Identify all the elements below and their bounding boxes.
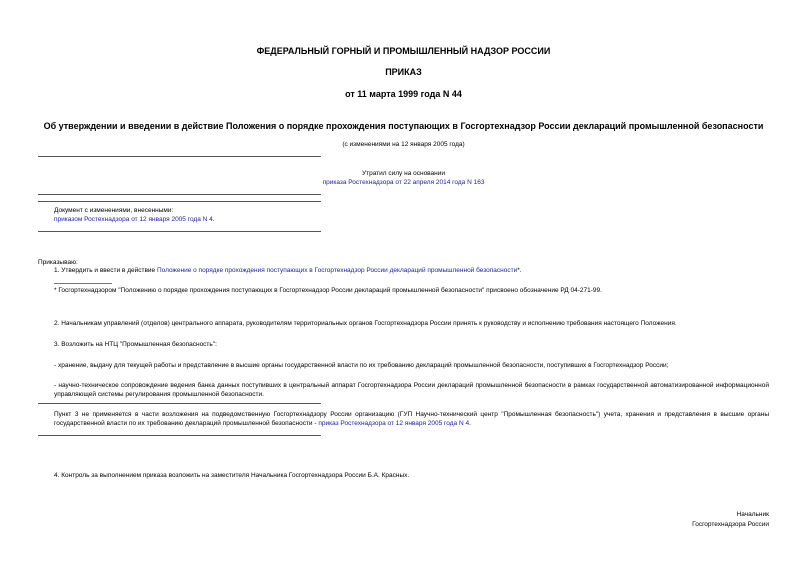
regulation-link[interactable]: Положение о порядке прохождения поступающих в Госгортехнадзор России деклараций промышленной безопасности: [156, 267, 518, 274]
note-order-link[interactable]: приказ Ростехнадзора от 12 января 2005 года N 4: [318, 420, 470, 427]
paragraph-1-text: 1. Утвердить и ввести в действие: [54, 267, 157, 274]
paragraph-3a: - хранение, выдачу для текущей работы и представление в высшие органы государственной власти по их требованию деклараций промышленной безопасности, поступивших в Госгортехнадзор России;: [54, 362, 669, 369]
divider: [38, 435, 321, 436]
footnote-divider: [54, 283, 112, 284]
paragraph-4: 4. Контроль за выполнением приказа возложить на заместителя Начальника Госгортехнадзора России Б.А. Красных.: [54, 472, 410, 479]
paragraph-1: [54, 266, 769, 275]
doc-type-heading: ПРИКАЗ: [385, 67, 422, 77]
paragraph-3: 3. Возложить на НТЦ "Промышленная безопасность":: [54, 341, 217, 348]
divider: [38, 194, 321, 195]
amendments-text: Документ с изменениями, внесенными:: [54, 207, 174, 214]
paragraph-3-note: [54, 410, 769, 428]
paragraph-3-note-text: Пункт 3 не применяется в части возложения на подведомственную Госгортехнадзору России организацию (ГУП Научно-технический центр "Промышленная безопасность") учета, хранения и представления в высшие органы государственной власти по их требованию деклараций промышленной безопасности -: [54, 411, 769, 427]
intro-text: Приказываю:: [38, 259, 78, 266]
status-text: Утратил силу на основании: [361, 170, 446, 177]
paragraph-3b: - научно-техническое сопровождение ведения банка данных поступивших в центральный аппарат Госгортехнадзора России деклараций промышленной безопасности в рамках государственной автоматизированной информационной управляющей системы регулирования промышленной безопасности.: [54, 382, 769, 398]
divider: [38, 201, 321, 202]
date-number-heading: от 11 марта 1999 года N 44: [345, 89, 462, 99]
paragraph-2: 2. Начальникам управлений (отделов) центрального аппарата, руководителям территориальных органов Госгортехнадзора России принять к руководству и исполнению требования настоящего Положения.: [54, 320, 677, 327]
document-title: Об утверждении и введении в действие Положения о порядке прохождения поступающих в Госгортехнадзор России деклараций промышленной безопасности: [43, 121, 764, 131]
agency-heading: ФЕДЕРАЛЬНЫЙ ГОРНЫЙ И ПРОМЫШЛЕННЫЙ НАДЗОР РОССИИ: [256, 46, 551, 56]
divider: [38, 156, 321, 157]
divider: [38, 403, 321, 404]
paragraph-1-end: *.: [517, 267, 522, 274]
paragraph-3-note-end: .: [469, 420, 471, 427]
changes-note: (с изменениями на 12 января 2005 года): [342, 141, 465, 148]
signature-title: Начальник: [736, 511, 769, 518]
amendment-order-link[interactable]: приказом Ростехнадзора от 12 января 2005 года N 4.: [54, 216, 215, 223]
footnote: * Госгортехнадзором "Положению о порядке прохождения поступающих в Госгортехнадзор России деклараций промышленной безопасности" присвоено обозначение РД 04-271-99.: [54, 287, 602, 294]
divider: [38, 231, 321, 232]
signature-organization: Госгортехнадзора России: [692, 521, 769, 528]
repeal-order-link[interactable]: приказа Ростехнадзора от 22 апреля 2014 года N 163: [322, 179, 485, 186]
